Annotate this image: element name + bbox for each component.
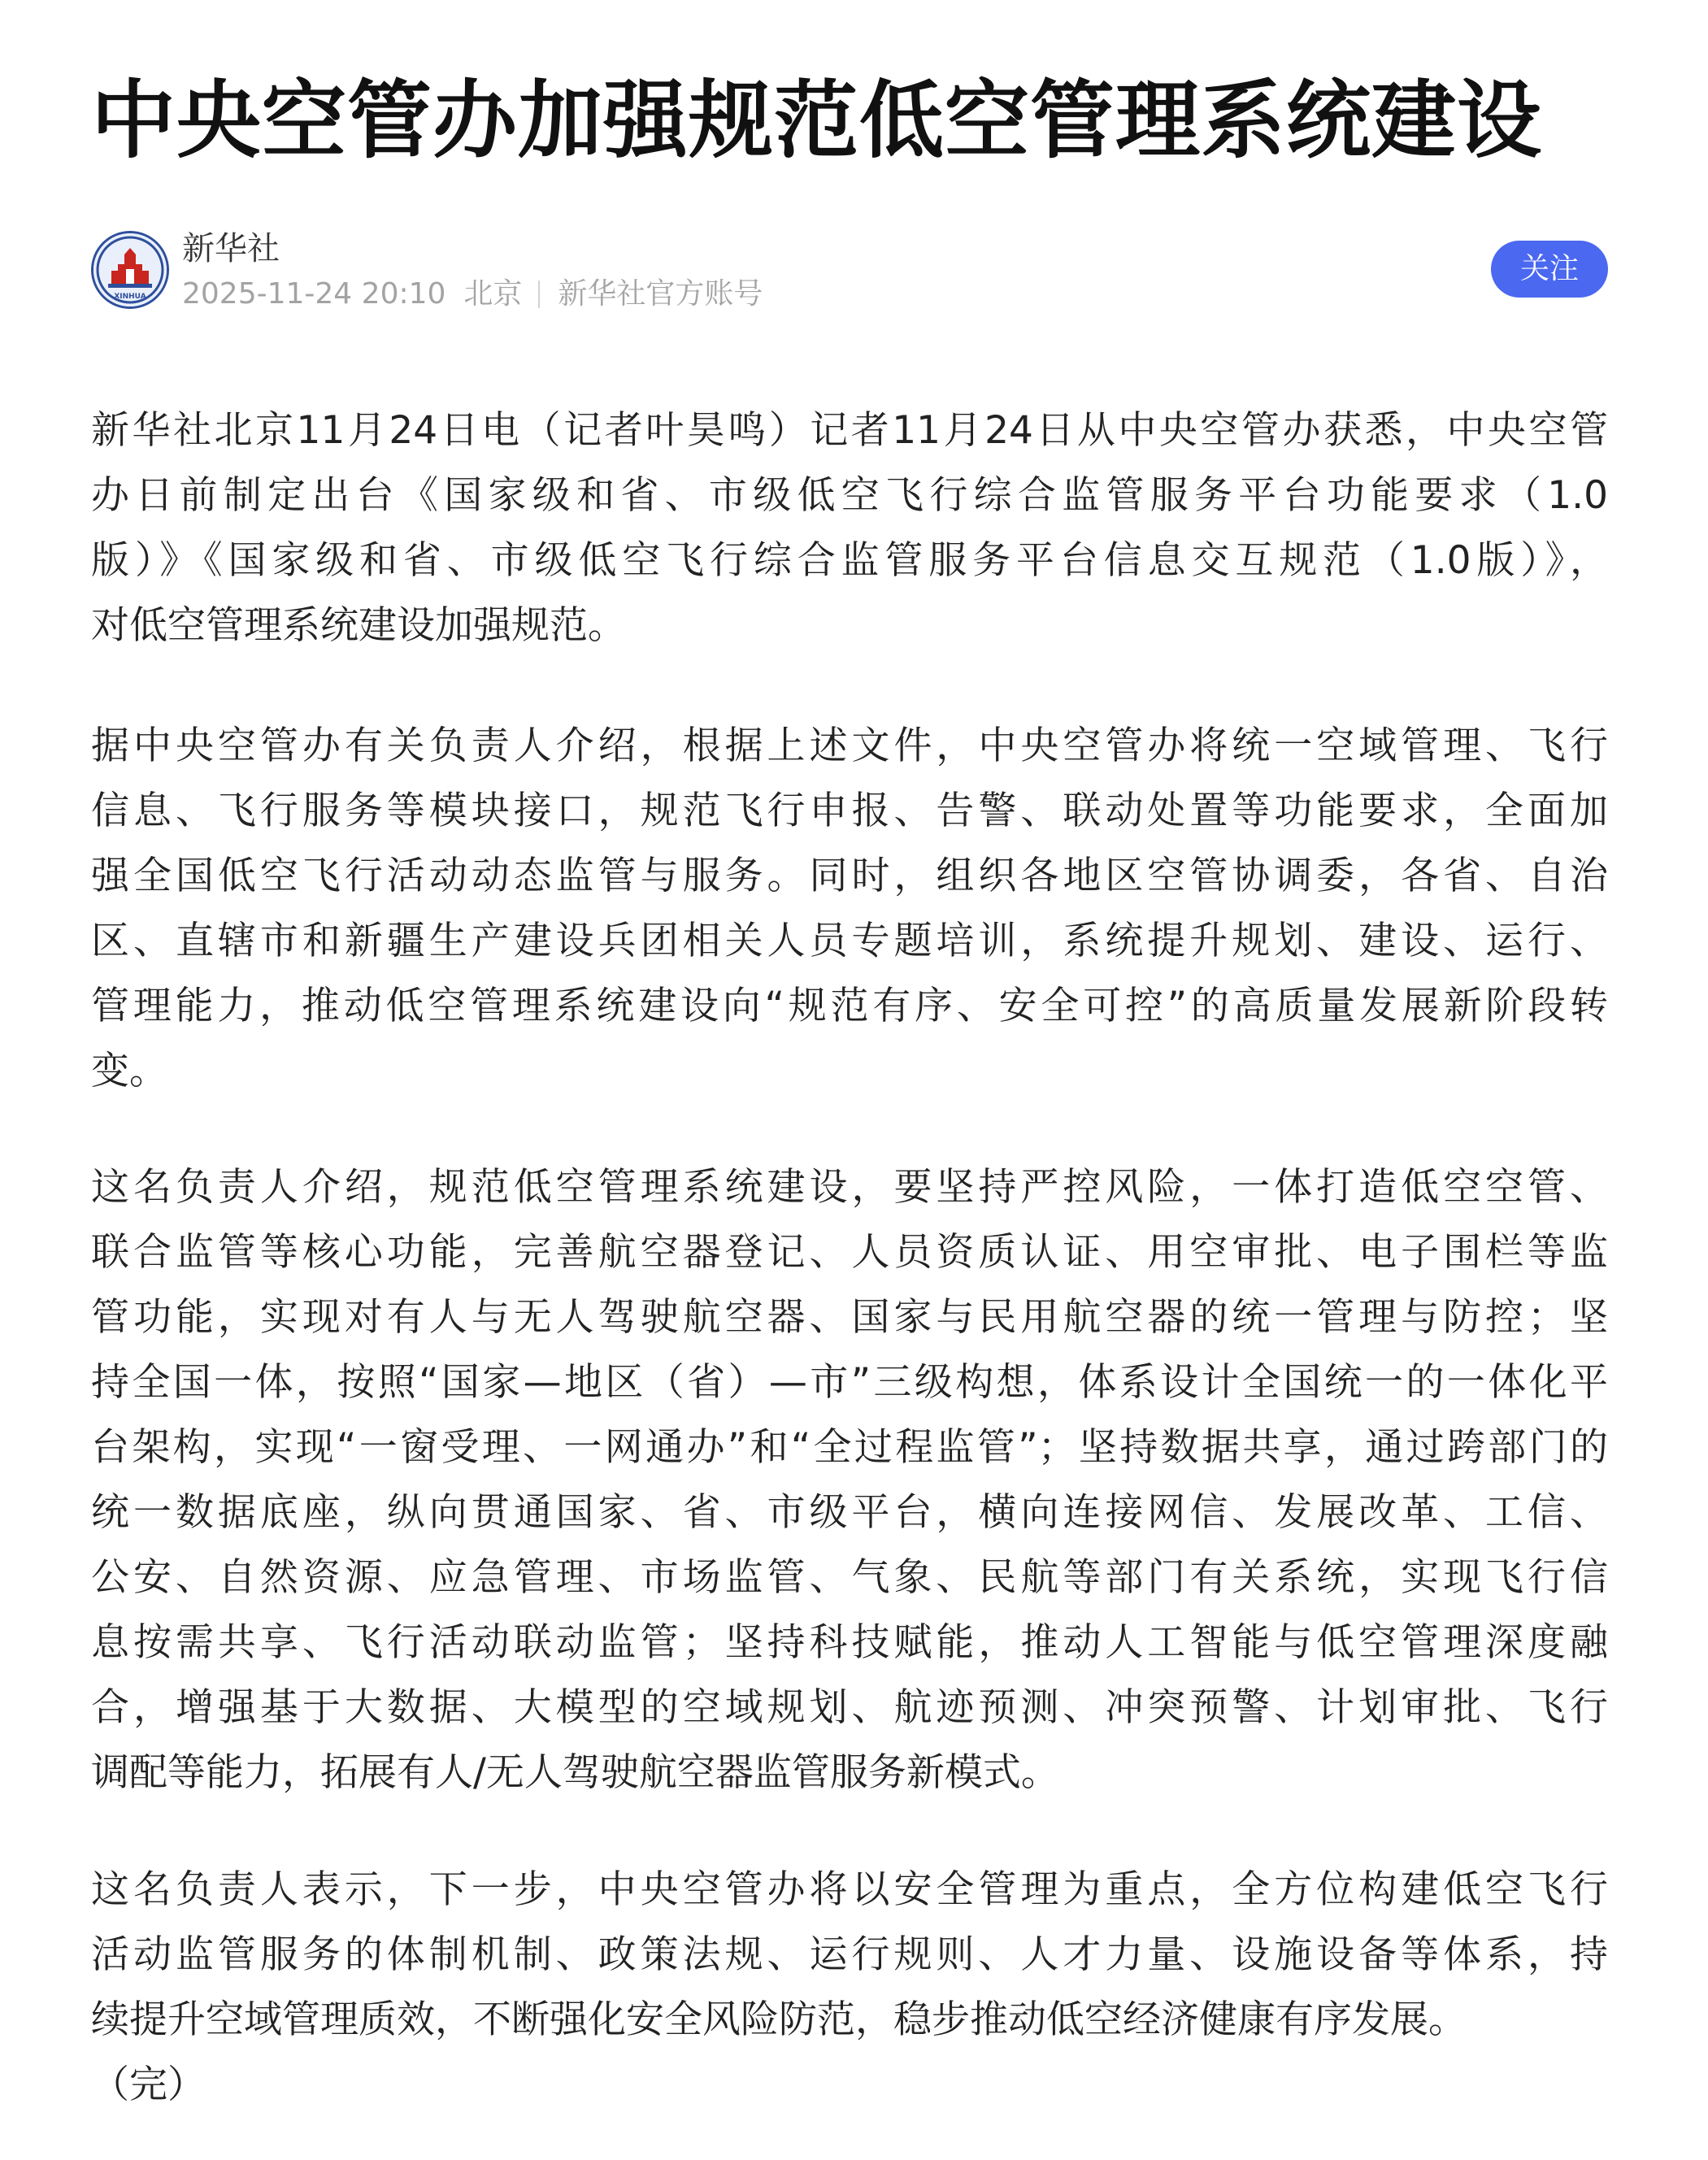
text-line: 新华社北京11月24日电（记者叶昊鸣）记者11月24日从中央空管办获悉，中央空管: [91, 408, 1608, 453]
text-line: 这名负责人介绍，规范低空管理系统建设，要坚持严控风险，一体打造低空空管、: [91, 1165, 1608, 1210]
text-line: 合，增强基于大数据、大模型的空域规划、航迹预测、冲突预警、计划审批、飞行: [91, 1685, 1608, 1730]
text-line: 强全国低空飞行活动动态监管与服务。同时，组织各地区空管协调委，各省、自治: [91, 854, 1608, 898]
text-line: （完）: [91, 2062, 206, 2107]
article-title: 中央空管办加强规范低空管理系统建设: [91, 71, 1543, 170]
text-line: 联合监管等核心功能，完善航空器登记、人员资质认证、用空审批、电子围栏等监: [91, 1230, 1608, 1275]
text-line: 版）》《国家级和省、市级低空飞行综合监管服务平台信息交互规范（1.0版）》，: [91, 538, 1608, 583]
article-paragraph: [91, 714, 1608, 1104]
author-name[interactable]: 新华社: [182, 230, 280, 267]
text-line: 调配等能力，拓展有人/无人驾驶航空器监管服务新模式。: [91, 1750, 1059, 1795]
article-paragraph: [91, 1155, 1608, 1806]
text-line: 统一数据底座，纵向贯通国家、省、市级平台，横向连接网信、发展改革、工信、: [91, 1490, 1608, 1535]
text-line: 对低空管理系统建设加强规范。: [91, 603, 626, 648]
text-line: 息按需共享、飞行活动联动监管；坚持科技赋能，推动人工智能与低空管理深度融: [91, 1620, 1608, 1665]
publish-location: 北京: [463, 277, 523, 311]
text-line: 续提升空域管理质效，不断强化安全风险防范，稳步推动低空经济健康有序发展。: [91, 1997, 1467, 2042]
text-line: 台架构，实现“一窗受理、一网通办”和“全过程监管”；坚持数据共享，通过跨部门的: [91, 1425, 1608, 1470]
text-line: 办日前制定出台《国家级和省、市级低空飞行综合监管服务平台功能要求（1.0: [91, 473, 1608, 518]
svg-text:XINHUA: XINHUA: [114, 293, 146, 301]
meta-divider: [538, 280, 540, 308]
text-line: 公安、自然资源、应急管理、市场监管、气象、民航等部门有关系统，实现飞行信: [91, 1555, 1608, 1600]
publish-datetime: 2025-11-24 20:10: [182, 277, 446, 311]
text-line: 信息、飞行服务等模块接口，规范飞行申报、告警、联动处置等功能要求，全面加: [91, 789, 1608, 833]
text-line: 管理能力，推动低空管理系统建设向“规范有序、安全可控”的高质量发展新阶段转: [91, 984, 1608, 1028]
article-meta: [182, 273, 763, 315]
follow-button[interactable]: 关注: [1491, 241, 1608, 298]
text-line: 这名负责人表示，下一步，中央空管办将以安全管理为重点，全方位构建低空飞行: [91, 1867, 1608, 1912]
account-type: 新华社官方账号: [558, 277, 763, 311]
text-line: 区、直辖市和新疆生产建设兵团相关人员专题培训，系统提升规划、建设、运行、: [91, 919, 1608, 963]
text-line: 活动监管服务的体制机制、政策法规、运行规则、人才力量、设施设备等体系，持: [91, 1932, 1608, 1977]
xinhua-logo-icon: [93, 233, 167, 306]
text-line: 据中央空管办有关负责人介绍，根据上述文件，中央空管办将统一空域管理、飞行: [91, 724, 1608, 768]
article-paragraph: [91, 398, 1608, 658]
author-header: [91, 226, 1608, 315]
text-line: 持全国一体，按照“国家—地区（省）—市”三级构想，体系设计全国统一的一体化平: [91, 1360, 1608, 1405]
text-line: 变。: [91, 1049, 167, 1093]
article-paragraph: [91, 1858, 1608, 2118]
text-line: 管功能，实现对有人与无人驾驶航空器、国家与民用航空器的统一管理与防控；坚: [91, 1295, 1608, 1340]
avatar[interactable]: [91, 231, 169, 309]
